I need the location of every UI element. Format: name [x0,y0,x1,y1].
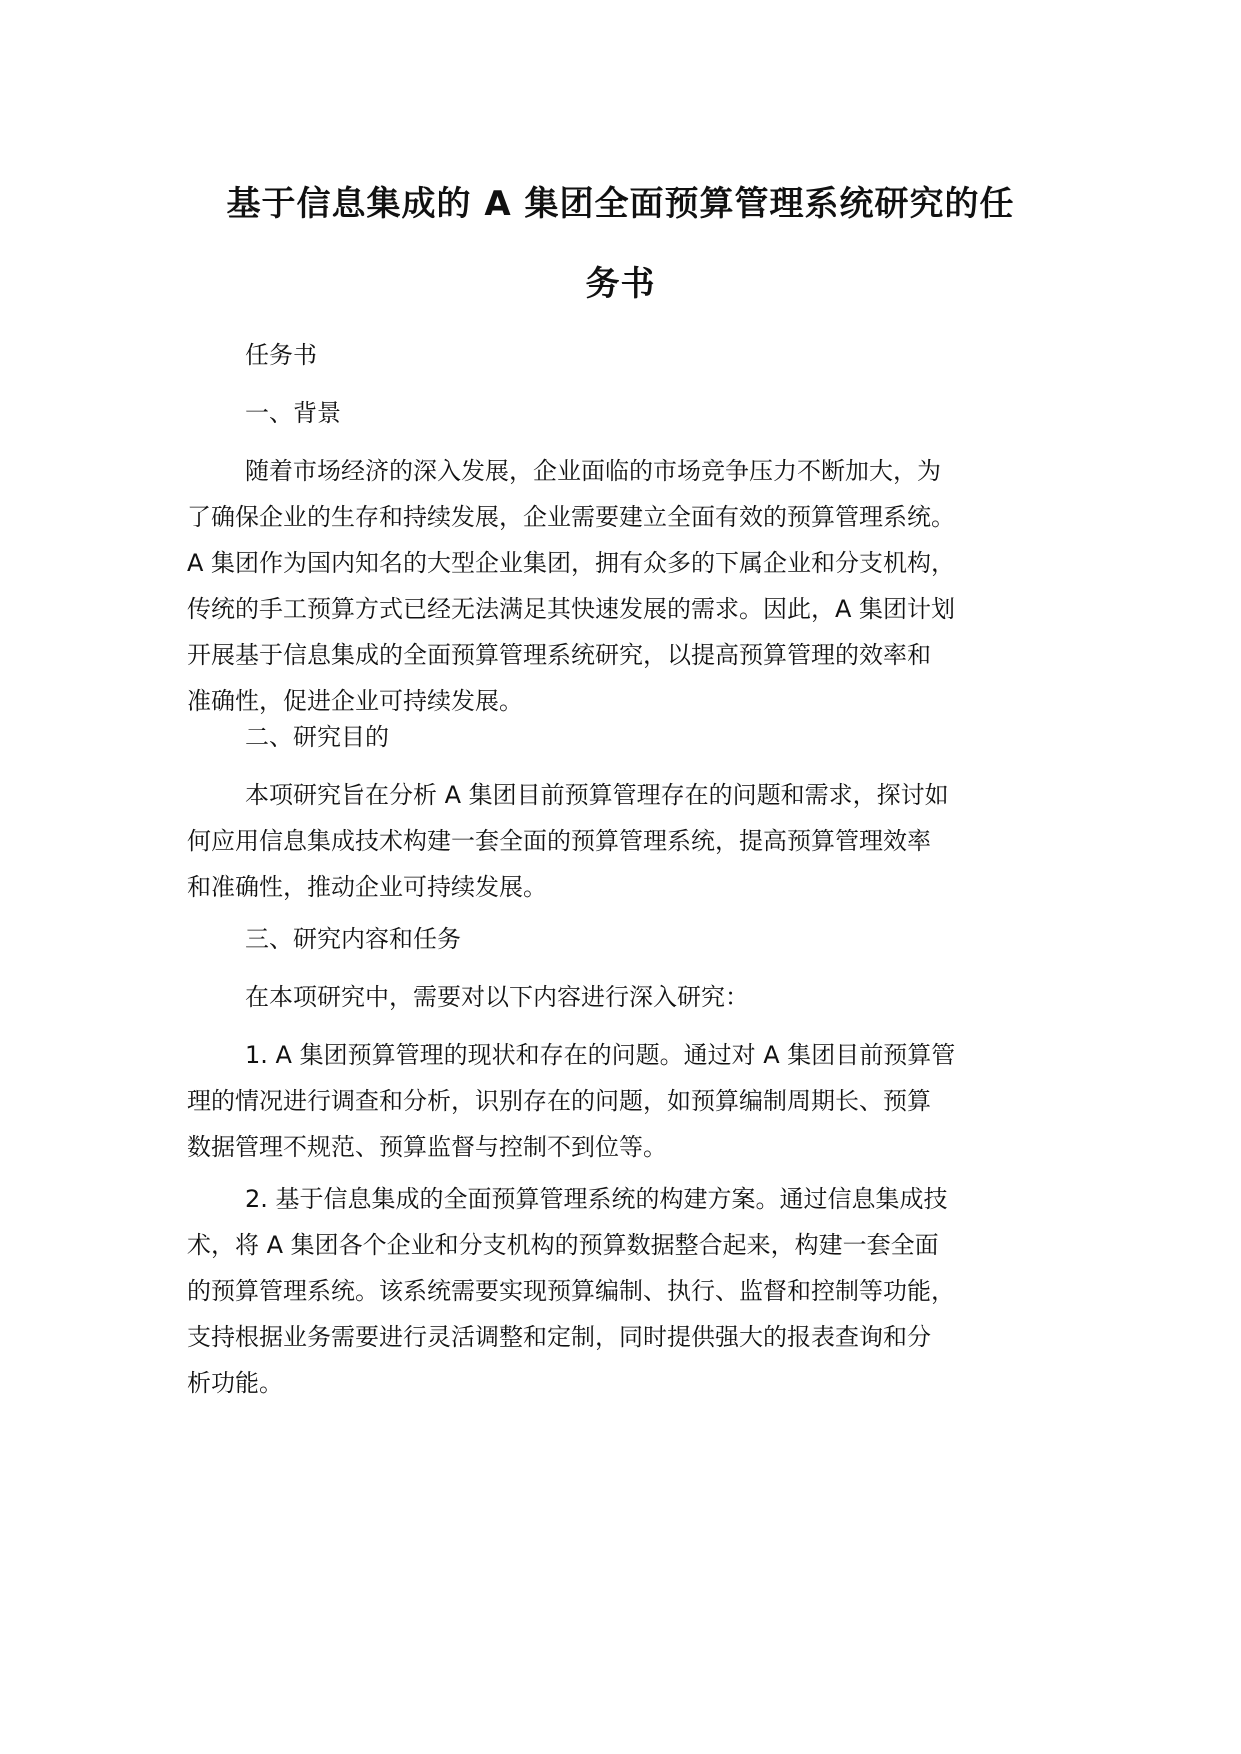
paragraph-line: 准确性，促进企业可持续发展。 [187,687,523,715]
paragraph-line: 传统的手工预算方式已经无法满足其快速发展的需求。因此，A 集团计划 [187,595,956,623]
paragraph-background [187,448,1087,724]
list-item-2 [187,1176,1087,1406]
paragraph-line: 随着市场经济的深入发展，企业面临的市场竞争压力不断加大，为 [245,457,941,485]
section-heading-background: 一、背景 [245,399,341,427]
paragraph-line: 的预算管理系统。该系统需要实现预算编制、执行、监督和控制等功能， [187,1277,955,1305]
paragraph-line: 析功能。 [187,1369,283,1397]
paragraph-purpose [187,772,1087,910]
paragraph-line: 术，将 A 集团各个企业和分支机构的预算数据整合起来，构建一套全面 [187,1231,939,1259]
paragraph-line: A 集团作为国内知名的大型企业集团，拥有众多的下属企业和分支机构， [187,549,956,577]
paragraph-line: 2. 基于信息集成的全面预算管理系统的构建方案。通过信息集成技 [245,1185,948,1213]
paragraph-line: 数据管理不规范、预算监督与控制不到位等。 [187,1133,667,1161]
document-title-line-2: 务书 [585,264,656,304]
paragraph-line: 何应用信息集成技术构建一套全面的预算管理系统，提高预算管理效率 [187,827,931,855]
list-item-1 [187,1032,1087,1170]
paragraph-line: 开展基于信息集成的全面预算管理系统研究，以提高预算管理的效率和 [187,641,931,669]
paragraph-intro: 在本项研究中，需要对以下内容进行深入研究： [245,983,749,1011]
paragraph-line: 和准确性，推动企业可持续发展。 [187,873,547,901]
paragraph-line: 1. A 集团预算管理的现状和存在的问题。通过对 A 集团目前预算管 [245,1041,956,1069]
subtitle: 任务书 [245,341,317,369]
paragraph-line: 本项研究旨在分析 A 集团目前预算管理存在的问题和需求，探讨如 [245,781,949,809]
document-title-line-1: 基于信息集成的 A 集团全面预算管理系统研究的任 [226,184,1015,224]
paragraph-line: 理的情况进行调查和分析，识别存在的问题，如预算编制周期长、预算 [187,1087,931,1115]
paragraph-line: 支持根据业务需要进行灵活调整和定制，同时提供强大的报表查询和分 [187,1323,931,1351]
paragraph-line: 了确保企业的生存和持续发展，企业需要建立全面有效的预算管理系统。 [187,503,955,531]
section-heading-content: 三、研究内容和任务 [245,925,461,953]
section-heading-purpose: 二、研究目的 [245,723,389,751]
